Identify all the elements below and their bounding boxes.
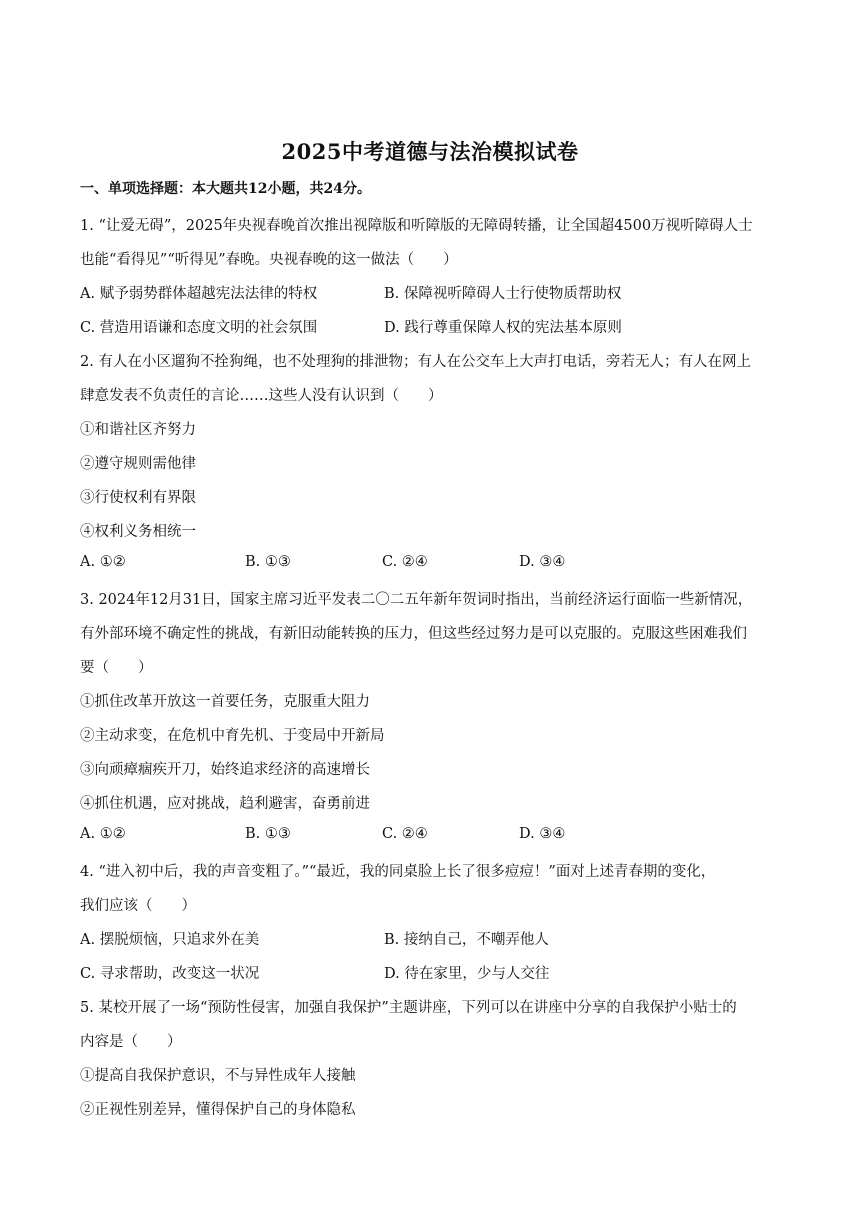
- exam-title: 2025中考道德与法治模拟试卷: [281, 139, 579, 164]
- q4-option-a: A. 摆脱烦恼，只追求外在美: [80, 932, 260, 948]
- q4-option-d: D. 待在家里，少与人交往: [384, 966, 550, 982]
- q4-stem-line1: 4. “进入初中后，我的声音变粗了。”“最近，我的同桌脸上长了很多痘痘！”面对上述青春期的变化，: [80, 864, 716, 880]
- q3-option-d: D. ③④: [519, 826, 566, 842]
- q5-item-2: ②正视性别差异，懂得保护自己的身体隐私: [80, 1102, 356, 1118]
- q3-item-1: ①抓住改革开放这一首要任务，克服重大阻力: [80, 694, 370, 710]
- q3-stem-line3: 要（ ）: [80, 660, 153, 676]
- q5-stem-line1: 5. 某校开展了一场“预防性侵害，加强自我保护”主题讲座，下列可以在讲座中分享的自我保护小贴士的: [80, 1000, 737, 1016]
- q4-option-c: C. 寻求帮助，改变这一状况: [80, 966, 260, 982]
- q1-stem-line1: 1. “让爱无碍”，2025年央视春晚首次推出视障版和听障版的无障碍转播，让全国超4500万视听障碍人士: [80, 218, 753, 234]
- q3-item-4: ④抓住机遇，应对挑战，趋利避害，奋勇前进: [80, 796, 370, 812]
- q2-option-d: D. ③④: [519, 554, 566, 570]
- q3-stem-line1: 3. 2024年12月31日，国家主席习近平发表二〇二五年新年贺词时指出，当前经济运行面临一些新情况，: [80, 592, 753, 608]
- q1-option-b: B. 保障视听障碍人士行使物质帮助权: [384, 286, 622, 302]
- section-heading: 一、单项选择题：本大题共12小题，共24分。: [80, 181, 371, 197]
- q2-item-1: ①和谐社区齐努力: [80, 422, 196, 438]
- q3-option-c: C. ②④: [382, 826, 428, 842]
- q2-stem-line2: 肆意发表不负责任的言论……这些人没有认识到（ ）: [80, 388, 443, 404]
- q1-option-d: D. 践行尊重保障人权的宪法基本原则: [384, 320, 622, 336]
- q2-option-c: C. ②④: [382, 554, 428, 570]
- q4-stem-line2: 我们应该（ ）: [80, 898, 196, 914]
- q3-item-2: ②主动求变，在危机中育先机、于变局中开新局: [80, 728, 385, 744]
- q2-item-3: ③行使权利有界限: [80, 490, 196, 506]
- q2-option-a: A. ①②: [80, 554, 126, 570]
- q2-option-b: B. ①③: [245, 554, 291, 570]
- q3-stem-line2: 有外部环境不确定性的挑战，有新旧动能转换的压力，但这些经过努力是可以克服的。克服这些困难我们: [80, 626, 747, 642]
- q3-option-b: B. ①③: [245, 826, 291, 842]
- q2-stem-line1: 2. 有人在小区遛狗不拴狗绳，也不处理狗的排泄物；有人在公交车上大声打电话，旁若无人；有人在网上: [80, 354, 751, 370]
- q1-stem-line2: 也能“看得见”“听得见”春晚。央视春晚的这一做法（ ）: [80, 252, 458, 268]
- q2-item-4: ④权利义务相统一: [80, 524, 196, 540]
- q3-option-a: A. ①②: [80, 826, 126, 842]
- q2-item-2: ②遵守规则需他律: [80, 456, 196, 472]
- q1-option-c: C. 营造用语谦和态度文明的社会氛围: [80, 320, 318, 336]
- q1-option-a: A. 赋予弱势群体超越宪法法律的特权: [80, 286, 318, 302]
- q3-item-3: ③向顽瘴痼疾开刀，始终追求经济的高速增长: [80, 762, 370, 778]
- q5-item-1: ①提高自我保护意识，不与异性成年人接触: [80, 1068, 356, 1084]
- q4-option-b: B. 接纳自己，不嘲弄他人: [384, 932, 549, 948]
- q5-stem-line2: 内容是（ ）: [80, 1034, 182, 1050]
